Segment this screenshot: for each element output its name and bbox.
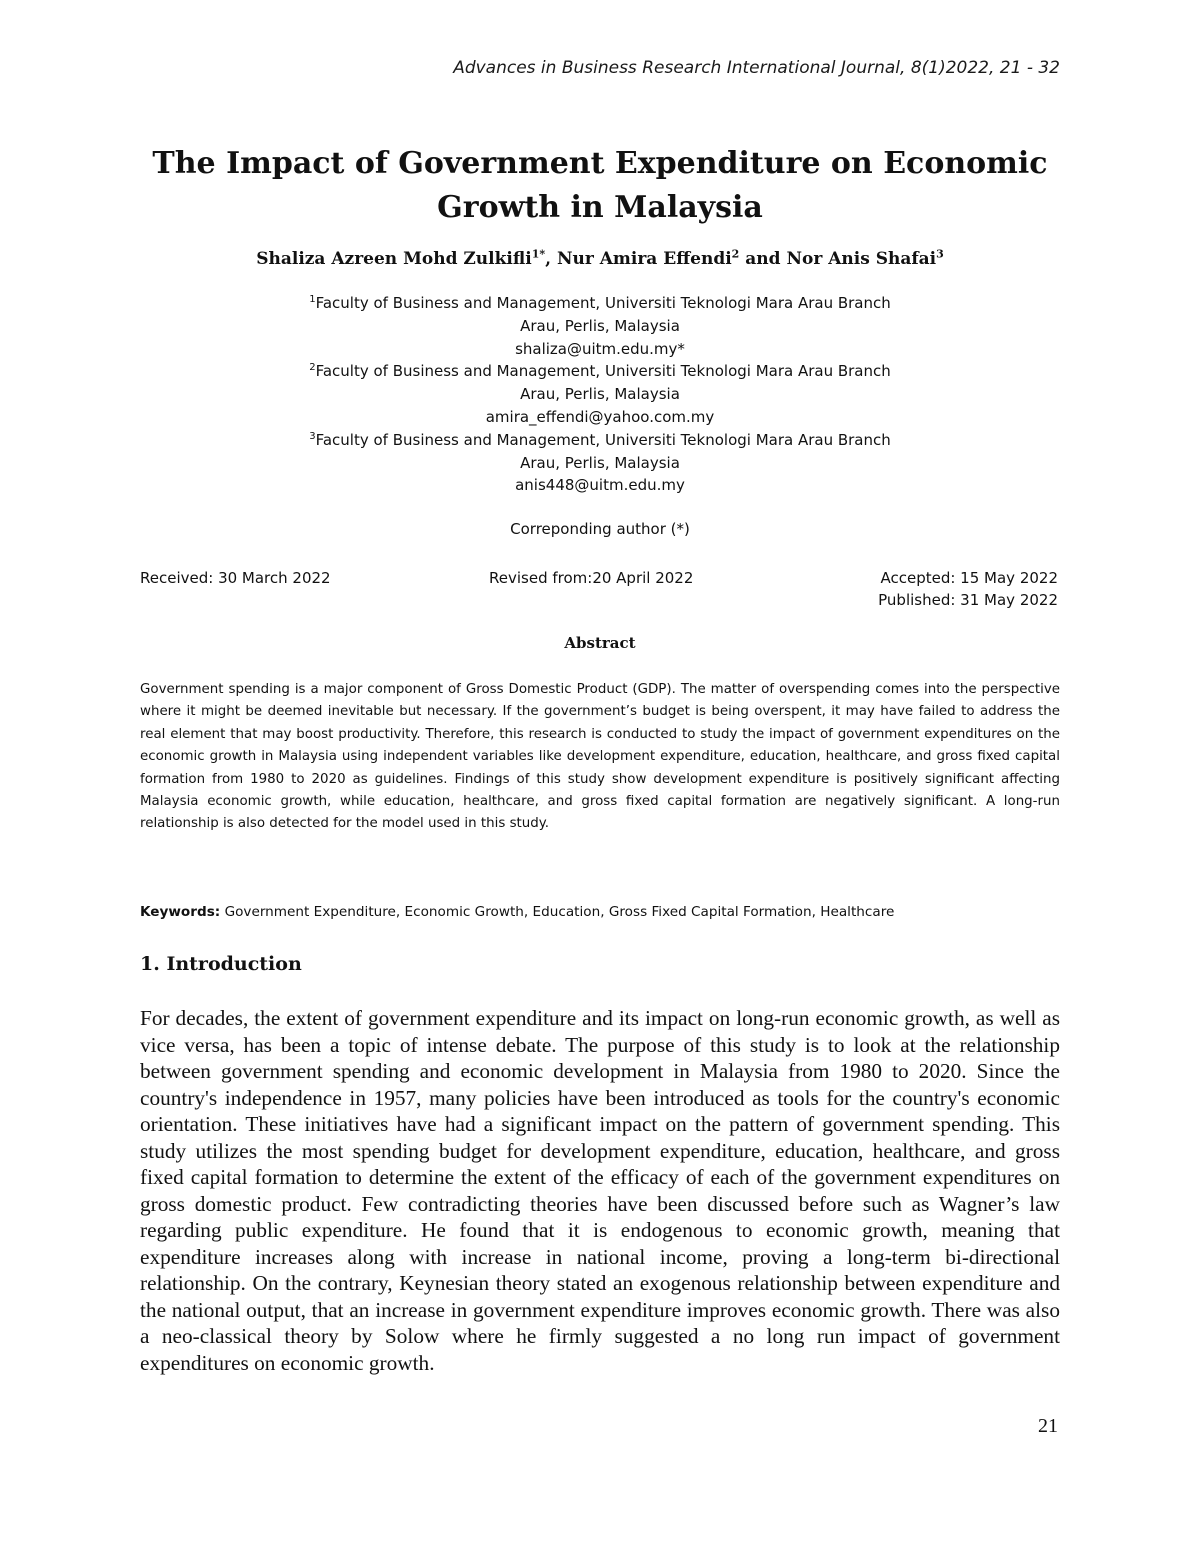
affiliation-email[interactable]: amira_effendi@yahoo.com.my (485, 407, 715, 426)
author-separator: and (739, 249, 787, 269)
journal-header: Advances in Business Research International Journal, 8(1)2022, 21 - 32 (453, 58, 1060, 78)
affiliation-faculty-text: Faculty of Business and Management, Universiti Teknologi Mara Arau Branch (315, 362, 891, 381)
affiliations (140, 292, 1060, 497)
author-list (140, 247, 1060, 271)
affiliation-location: Arau, Perlis, Malaysia (520, 453, 680, 472)
corresponding-author-note: Correponding author (*) (510, 520, 690, 538)
published-date: Published: 31 May 2022 (878, 591, 1058, 609)
affiliation-faculty (140, 292, 1060, 315)
keywords (140, 904, 1060, 920)
affiliation-email[interactable]: shaliza@uitm.edu.my* (515, 339, 685, 358)
affiliation-faculty-text: Faculty of Business and Management, Universiti Teknologi Mara Arau Branch (315, 430, 891, 449)
affiliation-faculty (140, 429, 1060, 452)
affiliation-faculty (140, 360, 1060, 383)
affiliation-superscript: 2 (309, 362, 316, 374)
author-name: Nur Amira Effendi (556, 249, 732, 269)
affiliation-location: Arau, Perlis, Malaysia (520, 316, 680, 335)
affiliation-location: Arau, Perlis, Malaysia (520, 385, 680, 404)
accepted-published-dates (878, 567, 1058, 611)
affiliation-superscript: 1 (309, 294, 316, 305)
received-date: Received: 30 March 2022 (140, 569, 331, 587)
revised-date: Revised from:20 April 2022 (489, 569, 694, 587)
keywords-list: Government Expenditure, Economic Growth, Education, Gross Fixed Capital Formation, Healthcare (220, 904, 895, 920)
page-number: 21 (1038, 1415, 1058, 1437)
author-superscript: 1* (531, 247, 546, 261)
affiliation-superscript: 3 (309, 430, 316, 442)
keywords-label: Keywords: (140, 904, 221, 920)
section-heading-introduction: 1. Introduction (140, 953, 302, 975)
author-superscript: 3 (936, 247, 944, 261)
paper-title (140, 142, 1060, 230)
affiliation-email[interactable]: anis448@uitm.edu.my (515, 476, 685, 495)
title-line-2: Growth in Malaysia (437, 190, 763, 225)
abstract-text: Government spending is a major component of Gross Domestic Product (GDP). The matter of overspending comes into the perspective where it might be deemed inevitable but necessary. If the government’s budget is being overspent, it may have failed to address the real element that may boost productivity. Therefore, this research is conducted to study the impact of government expenditures on the economic growth in Malaysia using independent variables like development expenditure, education, healthcare, and gross fixed capital formation from 1980 to 2020 as guidelines. Findings of this study show development expenditure is positively significant affecting Malaysia economic growth, while education, healthcare, and gross fixed capital formation are negatively significant. A long-run relationship is also detected for the model used in this study. (140, 682, 1060, 832)
title-line-1: The Impact of Government Expenditure on Economic (152, 146, 1048, 181)
author-superscript: 2 (731, 247, 740, 261)
author-name: Nor Anis Shafai (786, 249, 937, 269)
accepted-date: Accepted: 15 May 2022 (880, 569, 1058, 587)
abstract-heading: Abstract (564, 634, 636, 652)
introduction-paragraph: For decades, the extent of government expenditure and its impact on long-run economic growth, as well as vice versa, has been a topic of intense debate. The purpose of this study is to look at the relationship between government spending and economic development in Malaysia from 1980 to 2020. Since the country's independence in 1957, many policies have been introduced as tools for the country's economic orientation. These initiatives have had a significant impact on the pattern of government spending. This study utilizes the most spending budget for development expenditure, education, healthcare, and gross fixed capital formation to determine the extent of the efficacy of each of the government expenditures on gross domestic product. Few contradicting theories have been discussed before such as Wagner’s law regarding public expenditure. He found that it is endogenous to economic growth, meaning that expenditure increases along with increase in national income, proving a long-term bi-directional relationship. On the contrary, Keynesian theory stated an exogenous relationship between expenditure and the national output, that an increase in government expenditure improves economic growth. There was also a neo-classical theory by Solow where he firmly suggested a no long run impact of government expenditures on economic growth. (140, 1006, 1060, 1375)
affiliation-faculty-text: Faculty of Business and Management, Universiti Teknologi Mara Arau Branch (315, 294, 891, 312)
author-separator: , (545, 249, 557, 269)
author-name: Shaliza Azreen Mohd Zulkifli (256, 249, 532, 269)
